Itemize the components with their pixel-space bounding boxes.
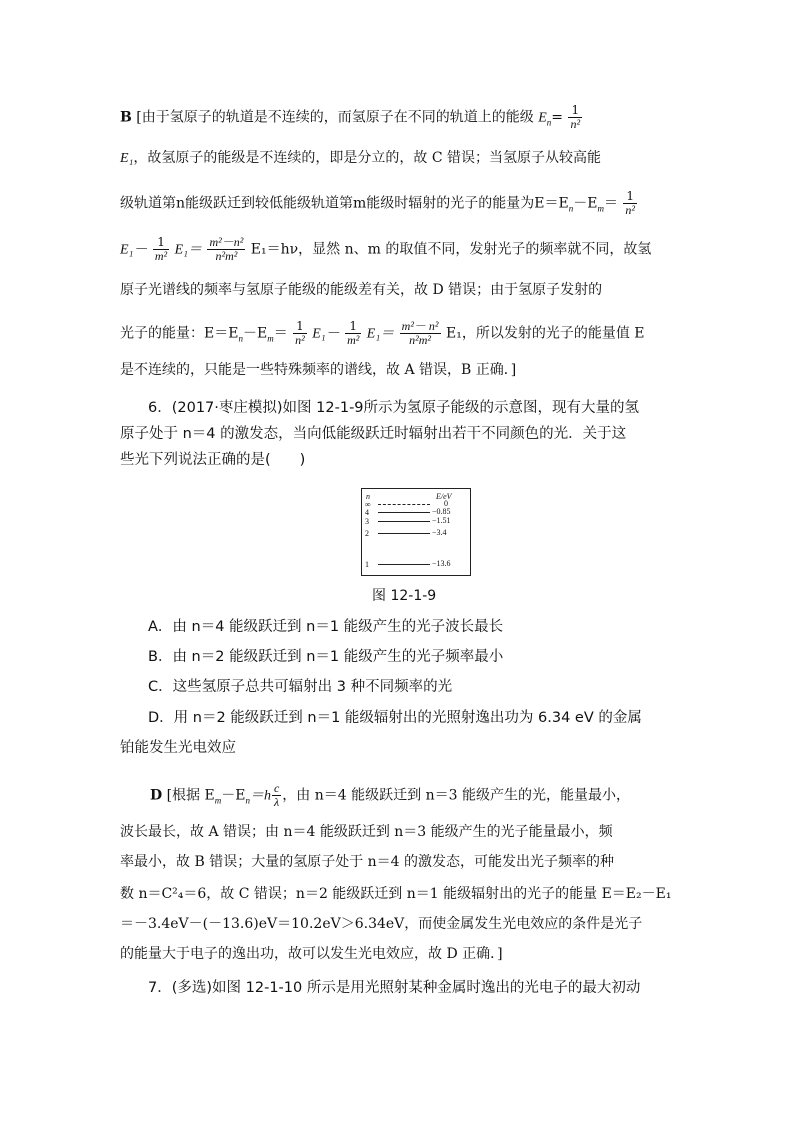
text: ，由 n＝4 能级跃迁到 n＝3 能级产生的光，能量最小， — [282, 787, 630, 804]
solution-line — [120, 236, 651, 263]
math-sub: m — [267, 333, 274, 344]
math: E₁－ — [312, 326, 340, 342]
level-e-label: −13.6 — [432, 559, 451, 568]
numerator: 1 — [623, 190, 637, 204]
energy-level-diagram — [361, 488, 471, 576]
solution-line — [120, 148, 601, 169]
answer-letter: B — [120, 109, 132, 126]
denominator: λ — [274, 795, 280, 809]
solution-line: 数 n＝C²₄＝6，故 C 错误；n＝2 能级跃迁到 n＝1 能级辐射出的光子的能量 E＝E₂－E₁ — [120, 886, 672, 902]
math-sub: n — [568, 203, 574, 214]
solution-line — [120, 280, 602, 300]
fraction — [272, 782, 281, 809]
text: 原子光谱线的频率与氢原子能级的能级差有关，故 D 错误；由于氢原子发射的 — [120, 282, 603, 298]
question-line: 些光下列说法正确的是( ) — [120, 452, 306, 468]
solution-line — [120, 360, 516, 380]
solution-line: 的能量大于电子的逸出功，故可以发生光电效应，故 D 正确．] — [120, 946, 503, 962]
math: ＝h — [249, 788, 271, 804]
e-header: E/eV — [436, 492, 452, 501]
math: E₁ — [120, 151, 134, 166]
text: 光子的能量：E＝E — [120, 325, 239, 342]
level-e-label: −0.85 — [432, 507, 451, 516]
energy-level-line — [378, 564, 430, 565]
question-line: 7．(多选)如图 12-1-10 所示是用光照射某种金属时逸出的光电子的最大初动 — [148, 980, 641, 996]
solution-line — [120, 320, 645, 347]
math: －E — [221, 787, 246, 804]
level-e-label: 0 — [444, 499, 448, 508]
denominator: m² — [154, 249, 168, 263]
denominator: n² — [295, 333, 305, 347]
text: 是不连续的，只能是一些特殊频率的谱线，故 A 错误，B 正确．] — [120, 362, 517, 378]
numerator: m²－n² — [209, 235, 244, 249]
question-line: 6．(2017·枣庄模拟)如图 12-1-9所示为氢原子能级的示意图，现有大量的氢 — [148, 400, 640, 416]
numerator: 1 — [568, 104, 582, 118]
math: ＝ — [273, 325, 288, 342]
solution-line — [120, 190, 638, 217]
solution-line — [120, 104, 583, 131]
text: E₁＝hν，显然 n、m 的取值不同，发射光子的频率就不同，故氢 — [250, 241, 652, 258]
solution-line — [150, 782, 630, 809]
option-c: C．这些氢原子总共可辐射出 3 种不同频率的光 — [148, 679, 453, 695]
solution-line: ＝－3.4eV－(－13.6)eV＝10.2eV＞6.34eV，而使金属发生光电效应的条件是光子 — [120, 916, 643, 932]
math-sub: n — [245, 795, 250, 806]
question-line: 原子处于 n＝4 的激发态，当向低能级跃迁时辐射出若干不同颜色的光．关于这 — [120, 426, 627, 442]
level-n-label: 4 — [365, 508, 369, 517]
math: E₁＝ — [366, 326, 395, 342]
text: 级轨道第n能级跃迁到较低能级轨道第m能级时辐射的光子的能量为E＝E — [120, 195, 569, 212]
denominator: n² — [625, 203, 636, 217]
numerator: 1 — [153, 236, 169, 250]
answer-letter: D — [150, 787, 163, 804]
math: E — [538, 110, 547, 126]
solution-line: 率最小，故 B 错误；大量的氢原子处于 n＝4 的激发态，可能发出光子频率的种 — [120, 854, 615, 870]
fraction — [400, 320, 441, 347]
denominator: n² — [570, 117, 581, 131]
n-header: n — [366, 492, 370, 501]
text: [由于氢原子的轨道是不连续的，而氢原子在不同的轨道上的能级 — [136, 109, 534, 126]
math-sub: m — [214, 795, 222, 806]
math: ＝ — [603, 195, 618, 212]
math-sub: m — [597, 203, 604, 214]
level-e-label: −3.4 — [432, 528, 447, 537]
math: －E — [242, 325, 268, 342]
math: －E — [573, 195, 598, 212]
level-e-label: −1.51 — [432, 516, 451, 525]
option-d: D．用 n＝2 能级跃迁到 n＝1 能级辐射出的光照射逸出功为 6.34 eV 的金属 — [148, 710, 642, 726]
numerator: 1 — [345, 320, 361, 334]
solution-line: 波长最长，故 A 错误；由 n＝4 能级跃迁到 n＝3 能级产生的光子能量最小，频 — [120, 824, 613, 840]
denominator: n²m² — [409, 333, 432, 347]
level-n-label: 1 — [365, 560, 369, 569]
level-n-label: ∞ — [365, 500, 371, 509]
energy-level-line — [378, 504, 430, 505]
fraction — [345, 320, 361, 347]
fraction — [293, 320, 307, 347]
text: ，故氢原子的能级是不连续的，即是分立的，故 C 错误；当氢原子从较高能 — [133, 150, 602, 166]
figure-caption: 图 12-1-9 — [372, 588, 437, 604]
fraction — [153, 236, 169, 263]
denominator: n²m² — [215, 249, 238, 263]
fraction — [207, 236, 245, 263]
level-n-label: 2 — [365, 529, 369, 538]
option-d-cont: 铂能发生光电效应 — [120, 740, 236, 756]
fraction — [568, 104, 582, 131]
denominator: m² — [347, 333, 360, 347]
numerator: m²－ n² — [401, 319, 439, 333]
math: = — [551, 109, 564, 126]
numerator: 1 — [293, 320, 307, 334]
math: E₁－ — [120, 242, 148, 258]
energy-level-line — [378, 521, 430, 522]
energy-level-line — [378, 512, 430, 513]
level-n-label: 3 — [365, 517, 369, 526]
math-sub: n — [238, 333, 243, 344]
text: E₁，所以发射的光子的能量值 E — [446, 325, 645, 342]
text: [根据 E — [166, 787, 215, 804]
math: E₁＝ — [174, 242, 203, 258]
numerator: c — [273, 781, 280, 795]
fraction — [623, 190, 637, 217]
energy-level-line — [378, 533, 430, 534]
option-a: A．由 n＝4 能级跃迁到 n＝1 能级产生的光子波长最长 — [148, 619, 504, 635]
math-sub: n — [546, 117, 552, 128]
option-b: B．由 n＝2 能级跃迁到 n＝1 能级产生的光子频率最小 — [148, 649, 504, 665]
